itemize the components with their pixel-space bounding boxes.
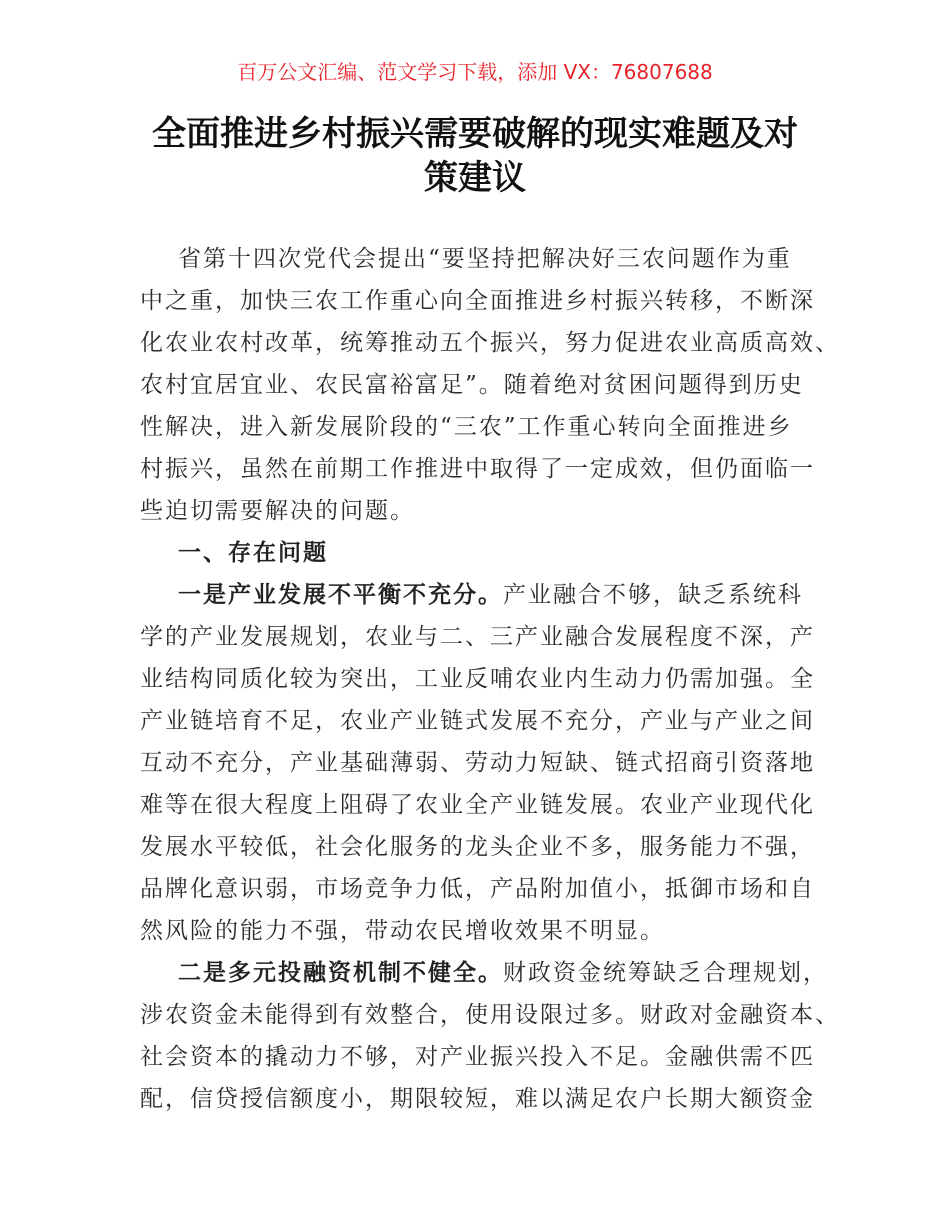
text-line: 然风险的能力不强，带动农民增收效果不明显。: [140, 918, 665, 944]
text-line: 品牌化意识弱，市场竞争力低，产品附加值小，抵御市场和自: [140, 876, 815, 902]
document-title: [0, 112, 950, 200]
text-segment: 产业融合不够，缺乏系统科: [503, 582, 803, 608]
document-body: [140, 238, 840, 1120]
title-line: 策建议: [424, 158, 526, 198]
text-line: 发展水平较低，社会化服务的龙头企业不多，服务能力不强，: [140, 834, 815, 860]
paragraph-industry: [140, 574, 840, 952]
text-segment: 财政资金统筹缺乏合理规划，: [503, 960, 828, 986]
text-line: 性解决，进入新发展阶段的“三农”工作重心转向全面推进乡: [140, 414, 793, 440]
watermark-banner: 百万公文汇编、范文学习下载，添加 VX：76807688: [237, 60, 713, 84]
text-line: 配，信贷授信额度小，期限较短，难以满足农户长期大额资金: [140, 1086, 815, 1112]
paragraph-intro: [140, 238, 840, 532]
text-line: 社会资本的撬动力不够，对产业振兴投入不足。金融供需不匹: [140, 1044, 815, 1070]
text-line: 村振兴，虽然在前期工作推进中取得了一定成效，但仍面临一: [140, 456, 815, 482]
text-line: 中之重，加快三农工作重心向全面推进乡村振兴转移，不断深: [140, 288, 815, 314]
text-line: 互动不充分，产业基础薄弱、劳动力短缺、链式招商引资落地: [140, 750, 815, 776]
text-line: 些迫切需要解决的问题。: [140, 498, 415, 524]
section-heading: 一、存在问题: [178, 540, 328, 566]
text-line: 产业链培育不足，农业产业链式发展不充分，产业与产业之间: [140, 708, 815, 734]
paragraph-financing: [140, 952, 840, 1120]
title-line: 全面推进乡村振兴需要破解的现实难题及对: [152, 114, 798, 154]
text-line: 涉农资金未能得到有效整合，使用设限过多。财政对金融资本、: [140, 1002, 840, 1028]
text-line: 业结构同质化较为突出，工业反哺农业内生动力仍需加强。全: [140, 666, 815, 692]
text-line: 难等在很大程度上阻碍了农业全产业链发展。农业产业现代化: [140, 792, 815, 818]
text-line: 学的产业发展规划，农业与二、三产业融合发展程度不深，产: [140, 624, 815, 650]
text-line: 省第十四次党代会提出“要坚持把解决好三农问题作为重: [178, 246, 792, 272]
text-line: 化农业农村改革，统筹推动五个振兴，努力促进农业高质高效、: [140, 330, 840, 356]
paragraph-lead: 二是多元投融资机制不健全。: [178, 960, 503, 986]
paragraph-lead: 一是产业发展不平衡不充分。: [178, 582, 503, 608]
text-line: 农村宜居宜业、农民富裕富足”。随着绝对贫困问题得到历史: [140, 372, 804, 398]
